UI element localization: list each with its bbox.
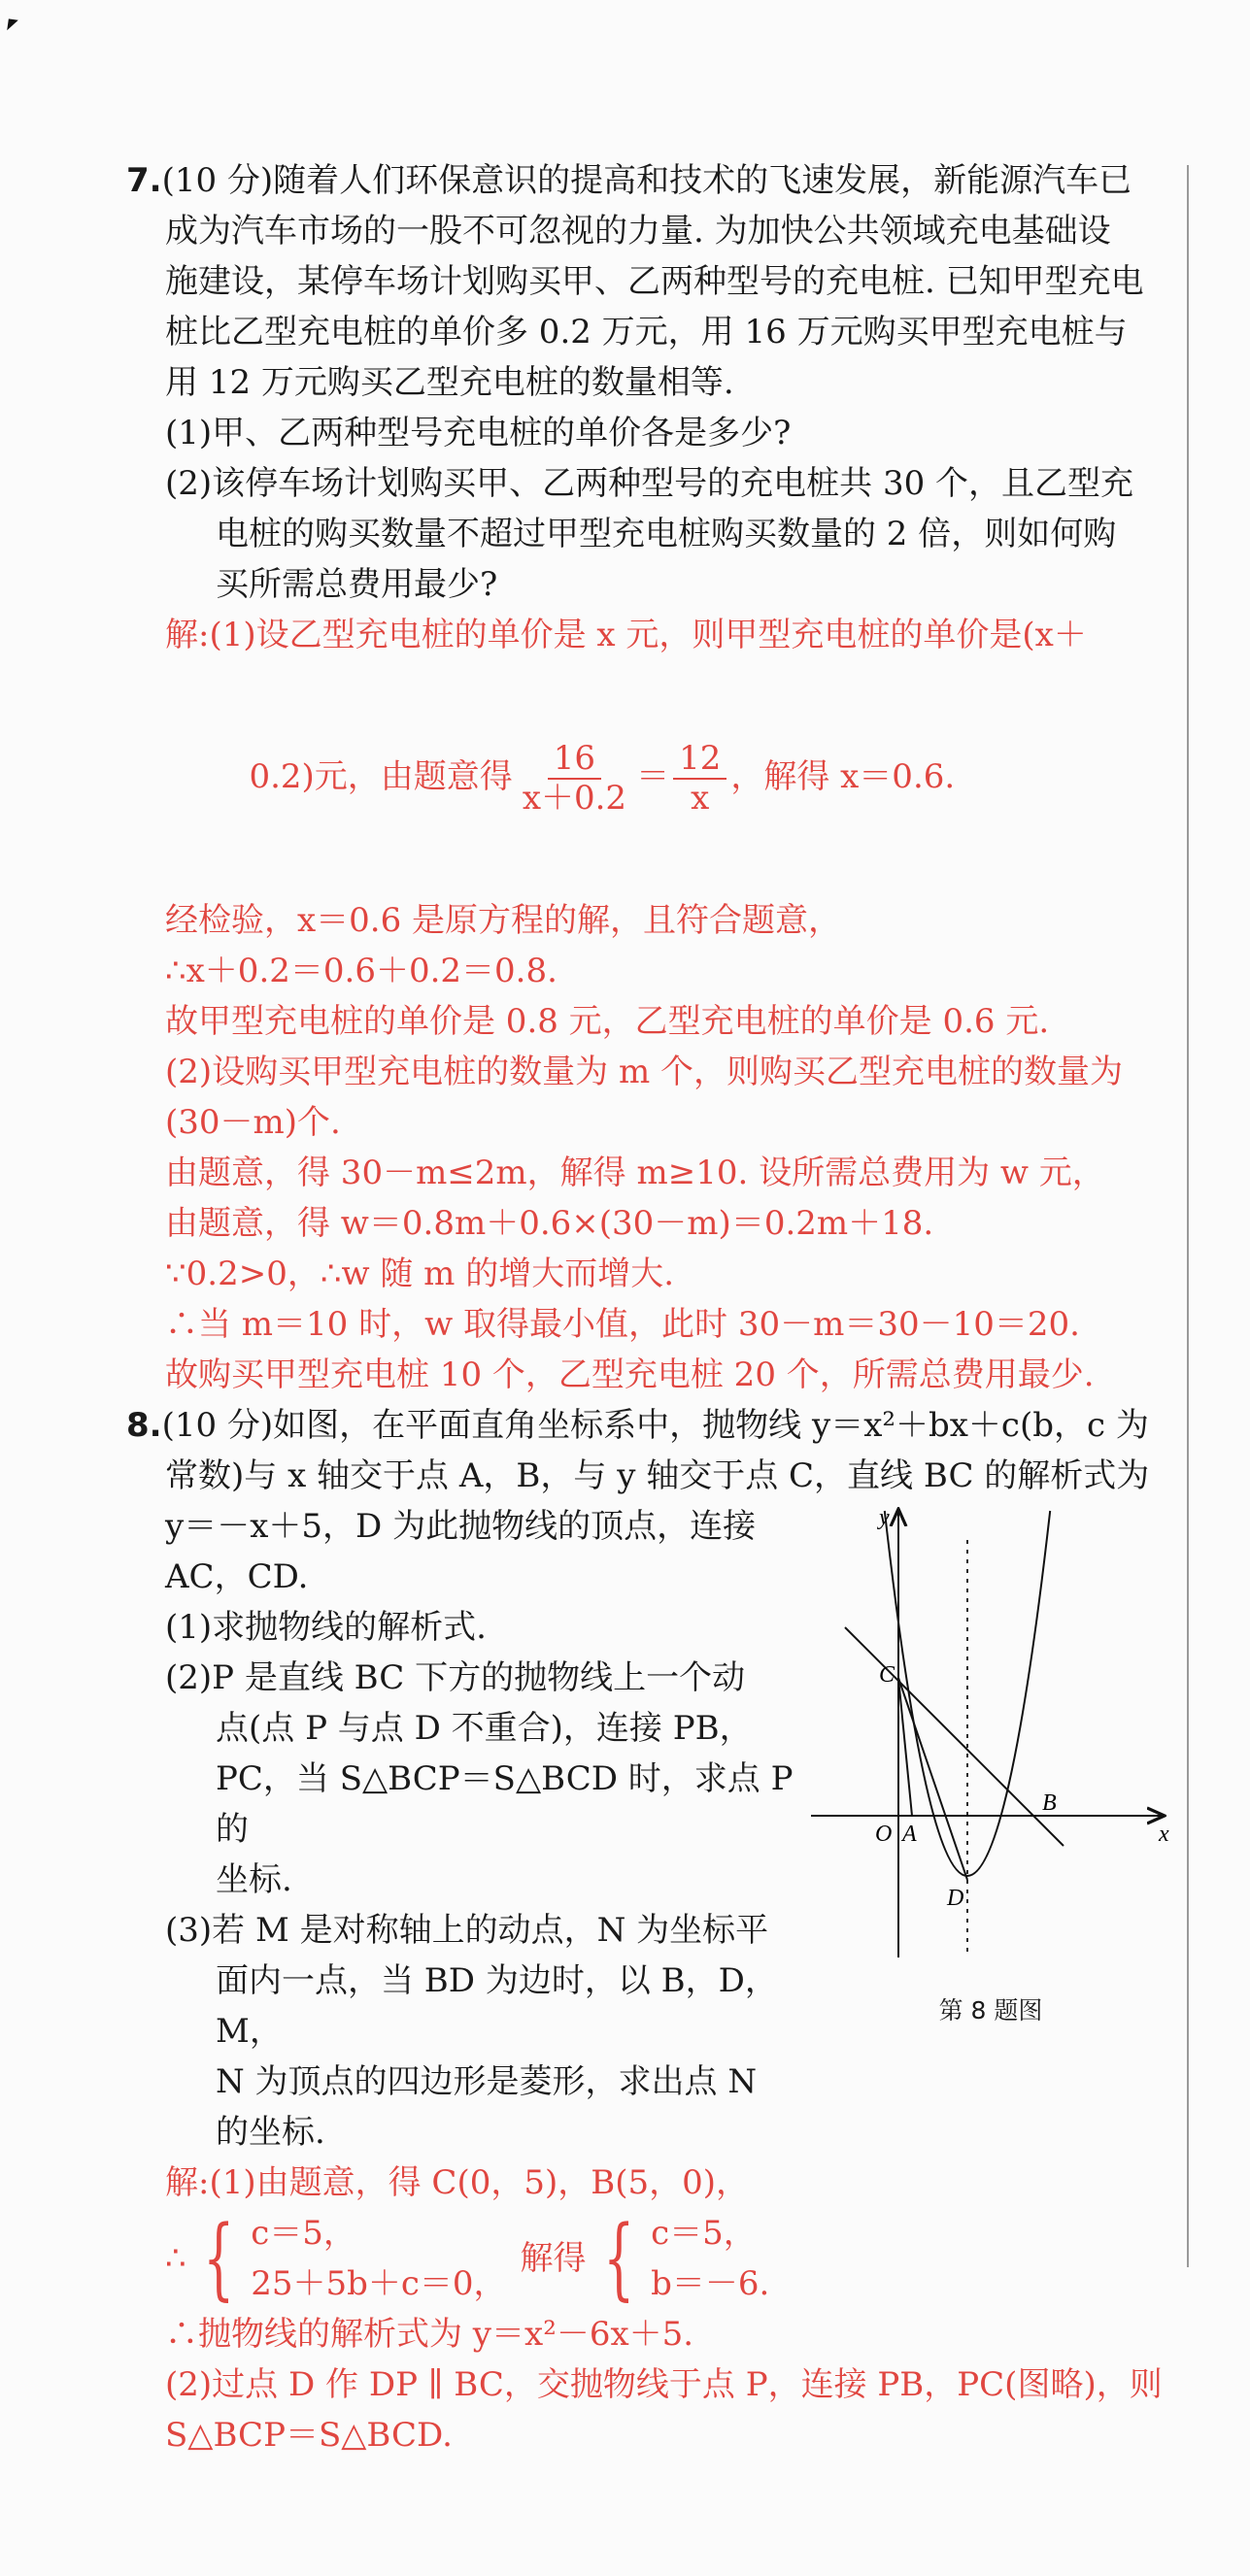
q7-sol-text: 0.2)元，由题意得 — [249, 757, 513, 796]
q8-sub1: (1)求抛物线的解析式. — [165, 1608, 487, 1648]
q8-sol-line: ∴抛物线的解析式为 y＝x²－6x＋5. — [165, 2315, 694, 2355]
figure-caption: 第 8 题图 — [938, 1996, 1043, 2025]
q8-sub2-line-4: 坐标. — [216, 1860, 292, 1900]
q7-sol-line: 经检验，x＝0.6 是原方程的解，且符合题意， — [165, 901, 842, 941]
q7-sol-line: ∵0.2>0，∴w 随 m 的增大而增大. — [165, 1255, 675, 1294]
q7-sol-line: (2)设购买甲型充电桩的数量为 m 个，则购买乙型充电桩的数量为 — [165, 1053, 1124, 1092]
q7-number: 7. — [126, 161, 162, 200]
q7-sol-line: (30－m)个. — [165, 1103, 341, 1143]
q8-line-4: AC，CD. — [165, 1557, 309, 1597]
label-o: O — [875, 1822, 893, 1848]
q7-line-4: 桩比乙型充电桩的单价多 0.2 万元，用 16 万元购买甲型充电桩与 — [165, 313, 1128, 351]
parabola-figure — [801, 1501, 1180, 2045]
label-y: y — [879, 1505, 890, 1531]
q7-sol-text: ，解得 x＝0.6. — [730, 757, 956, 796]
equation-system-1 — [186, 2208, 507, 2309]
corner-mark — [7, 18, 18, 31]
fraction-12 — [673, 740, 726, 818]
q8-sol-system — [126, 2208, 1170, 2309]
label-b: B — [1042, 1790, 1057, 1817]
left-brace: { — [602, 2206, 634, 2311]
fraction-numerator: 16 — [548, 740, 601, 780]
q8-sub2-line-1: (2)P 是直线 BC 下方的抛物线上一个动 — [165, 1658, 746, 1698]
q8-sub3-line-2: 面内一点，当 BD 为边时，以 B，D，M， — [216, 1961, 778, 2052]
q8-body — [126, 1501, 1170, 2158]
q8-sub2-line-3: PC，当 S△BCP＝S△BCD 时，求点 P 的 — [216, 1759, 804, 1850]
fraction-numerator: 12 — [673, 740, 726, 780]
therefore-symbol: ∴ — [165, 2239, 186, 2279]
q8-solution — [126, 2158, 1170, 2460]
q8-number: 8. — [126, 1406, 162, 1446]
label-c: C — [879, 1662, 895, 1689]
q8-sol-line: (2)过点 D 作 DP ∥ BC，交抛物线于点 P，连接 PB，PC(图略)，则 — [165, 2365, 1163, 2405]
q7-sub2-line-2: 电桩的购买数量不超过甲型充电桩购买数量的 2 倍，则如何购 — [216, 515, 1117, 553]
q7-sol-line: ∴当 m＝10 时，w 取得最小值，此时 30－m＝30－10＝20. — [165, 1305, 1080, 1345]
q7-line-3: 施建设，某停车场计划购买甲、乙两种型号的充电桩. 已知甲型充电 — [165, 262, 1144, 301]
q7-line-1 — [126, 155, 1170, 206]
equation-line: b＝－6. — [651, 2264, 770, 2304]
q7-sub1: (1)甲、乙两种型号充电桩的单价各是多少? — [165, 414, 792, 452]
q7-sol-line-2 — [126, 660, 1170, 895]
q8-line-2: 常数)与 x 轴交于点 A，B，与 y 轴交于点 C，直线 BC 的解析式为 — [165, 1456, 1150, 1496]
equation-line: 25＋5b＋c＝0， — [251, 2264, 507, 2304]
page-content — [126, 155, 1170, 2460]
q7-line-2: 成为汽车市场的一股不可忽视的力量. 为加快公共领域充电基础设 — [165, 212, 1111, 251]
q8-line-3: y＝－x＋5，D 为此抛物线的顶点，连接 — [165, 1507, 757, 1547]
equals-sign: ＝ — [636, 757, 670, 796]
q8-sub3-line-3: N 为顶点的四边形是菱形，求出点 N — [216, 2062, 758, 2102]
q7-sub2-line-1: (2)该停车场计划购买甲、乙两种型号的充电桩共 30 个，且乙型充 — [165, 464, 1134, 503]
label-x: x — [1159, 1822, 1169, 1848]
q8-sub2-line-2: 点(点 P 与点 D 不重合)，连接 PB， — [216, 1709, 753, 1749]
equation-line: c＝5， — [251, 2214, 356, 2254]
margin-rule — [1187, 165, 1189, 2267]
q7-sol-line: 由题意，得 30－m≤2m，解得 m≥10. 设所需总费用为 w 元， — [165, 1154, 1105, 1193]
q7-sol-line-1: 解:(1)设乙型充电桩的单价是 x 元，则甲型充电桩的单价是(x＋ — [165, 616, 1087, 654]
q8-text: (10 分)如图，在平面直角坐标系中，抛物线 y＝x²＋bx＋c(b，c 为 — [161, 1406, 1149, 1446]
fraction-denominator: x — [691, 779, 710, 818]
label-a: A — [902, 1822, 917, 1848]
coordinate-plot — [801, 1501, 1180, 1987]
label-d: D — [947, 1886, 964, 1912]
q7-sub2-line-3: 买所需总费用最少? — [216, 565, 498, 604]
q7-sol-line: 故甲型充电桩的单价是 0.8 元，乙型充电桩的单价是 0.6 元. — [165, 1002, 1050, 1042]
q8-left-text — [126, 1501, 804, 2158]
q8-line-1 — [126, 1400, 1170, 1451]
q7-text: (10 分)随着人们环保意识的提高和技术的飞速发展，新能源汽车已 — [161, 161, 1132, 200]
q8-sol-line: S△BCP＝S△BCD. — [165, 2416, 453, 2456]
q7-sol-line: 故购买甲型充电桩 10 个，乙型充电桩 20 个，所需总费用最少. — [165, 1355, 1095, 1395]
question-7 — [126, 155, 1170, 1400]
solve-word: 解得 — [520, 2239, 587, 2279]
fraction-denominator: x＋0.2 — [522, 779, 627, 818]
question-8 — [126, 1400, 1170, 2460]
q7-sol-line: ∴x＋0.2＝0.6＋0.2＝0.8. — [165, 952, 557, 991]
q8-sol-line-1: 解:(1)由题意，得 C(0，5)，B(5，0)， — [165, 2163, 750, 2203]
q8-sub3-line-4: 的坐标. — [216, 2113, 325, 2153]
equation-system-2 — [587, 2208, 770, 2309]
fraction-16 — [517, 740, 632, 818]
q8-sub3-line-1: (3)若 M 是对称轴上的动点，N 为坐标平 — [165, 1911, 769, 1951]
q7-sol-line: 由题意，得 w＝0.8m＋0.6×(30－m)＝0.2m＋18. — [165, 1204, 934, 1244]
left-brace: { — [202, 2206, 235, 2311]
equation-line: c＝5， — [651, 2214, 757, 2254]
q7-solution — [126, 610, 1170, 1400]
q7-line-5: 用 12 万元购买乙型充电桩的数量相等. — [165, 363, 734, 402]
